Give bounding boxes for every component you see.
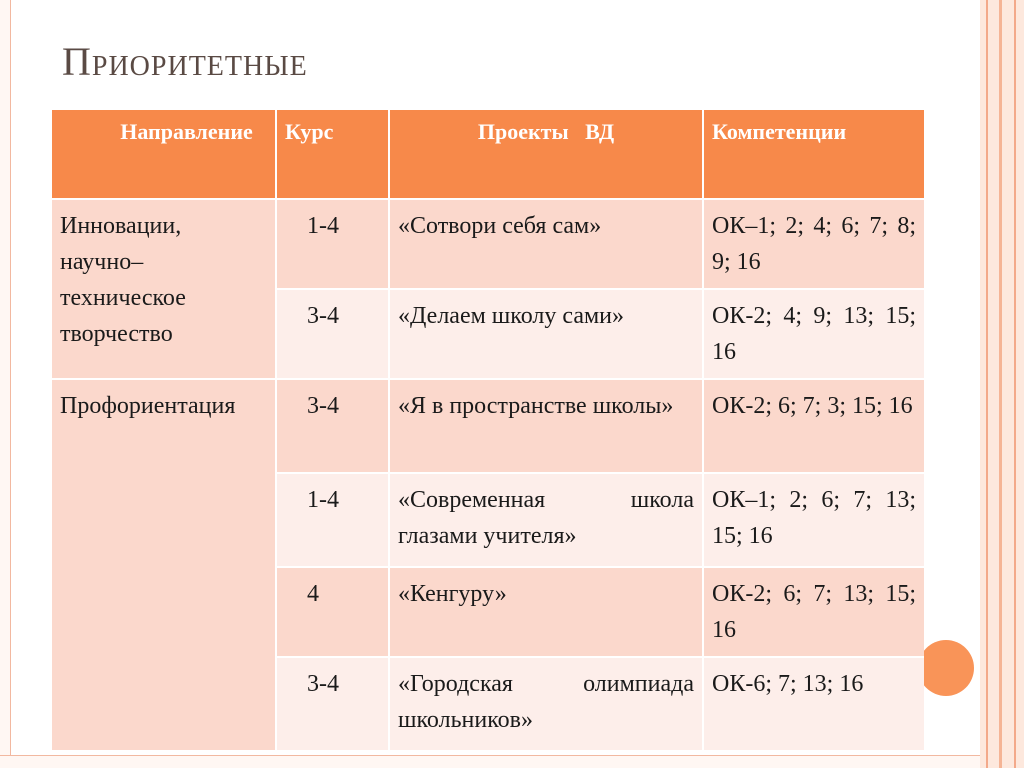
project-cell: «Я в пространстве школы» [390,378,704,472]
project-cell: «Городская олимпиада школьников» [390,656,704,750]
competencies-cell: ОК–1; 2; 6; 7; 13; 15; 16 [704,472,924,566]
slide-left-border [0,0,11,768]
projects-table [52,110,924,750]
header-projects: Проекты ВД [390,110,704,198]
course-cell: 3-4 [277,656,390,750]
course-cell: 3-4 [277,288,390,378]
table-row [52,198,924,288]
competencies-cell: ОК–1; 2; 4; 6; 7; 8; 9; 16 [704,198,924,288]
course-cell: 1-4 [277,472,390,566]
header-course: Курс [277,110,390,198]
project-cell: «Современная школа глазами учителя» [390,472,704,566]
course-cell: 1-4 [277,198,390,288]
competencies-cell: ОК-2; 6; 7; 3; 15; 16 [704,378,924,472]
table-header-row [52,110,924,198]
project-cell: «Делаем школу сами» [390,288,704,378]
slide-right-line [1014,0,1016,768]
course-cell: 3-4 [277,378,390,472]
decorative-circle [918,640,974,696]
project-cell: «Сотвори себя сам» [390,198,704,288]
table-row [52,378,924,472]
course-cell: 4 [277,566,390,656]
competencies-cell: ОК-2; 4; 9; 13; 15; 16 [704,288,924,378]
project-cell: «Кенгуру» [390,566,704,656]
competencies-cell: ОК-6; 7; 13; 16 [704,656,924,750]
slide-title: Приоритетные [62,39,308,84]
header-competencies: Компетенции [704,110,924,198]
slide-right-line [999,0,1002,768]
slide-right-line [986,0,988,768]
slide-bottom-border [0,755,980,768]
competencies-cell: ОК-2; 6; 7; 13; 15; 16 [704,566,924,656]
direction-cell: Инновации, научно–техническое творчество [52,198,277,378]
header-direction: Направление [52,110,277,198]
direction-cell: Профориентация [52,378,277,750]
